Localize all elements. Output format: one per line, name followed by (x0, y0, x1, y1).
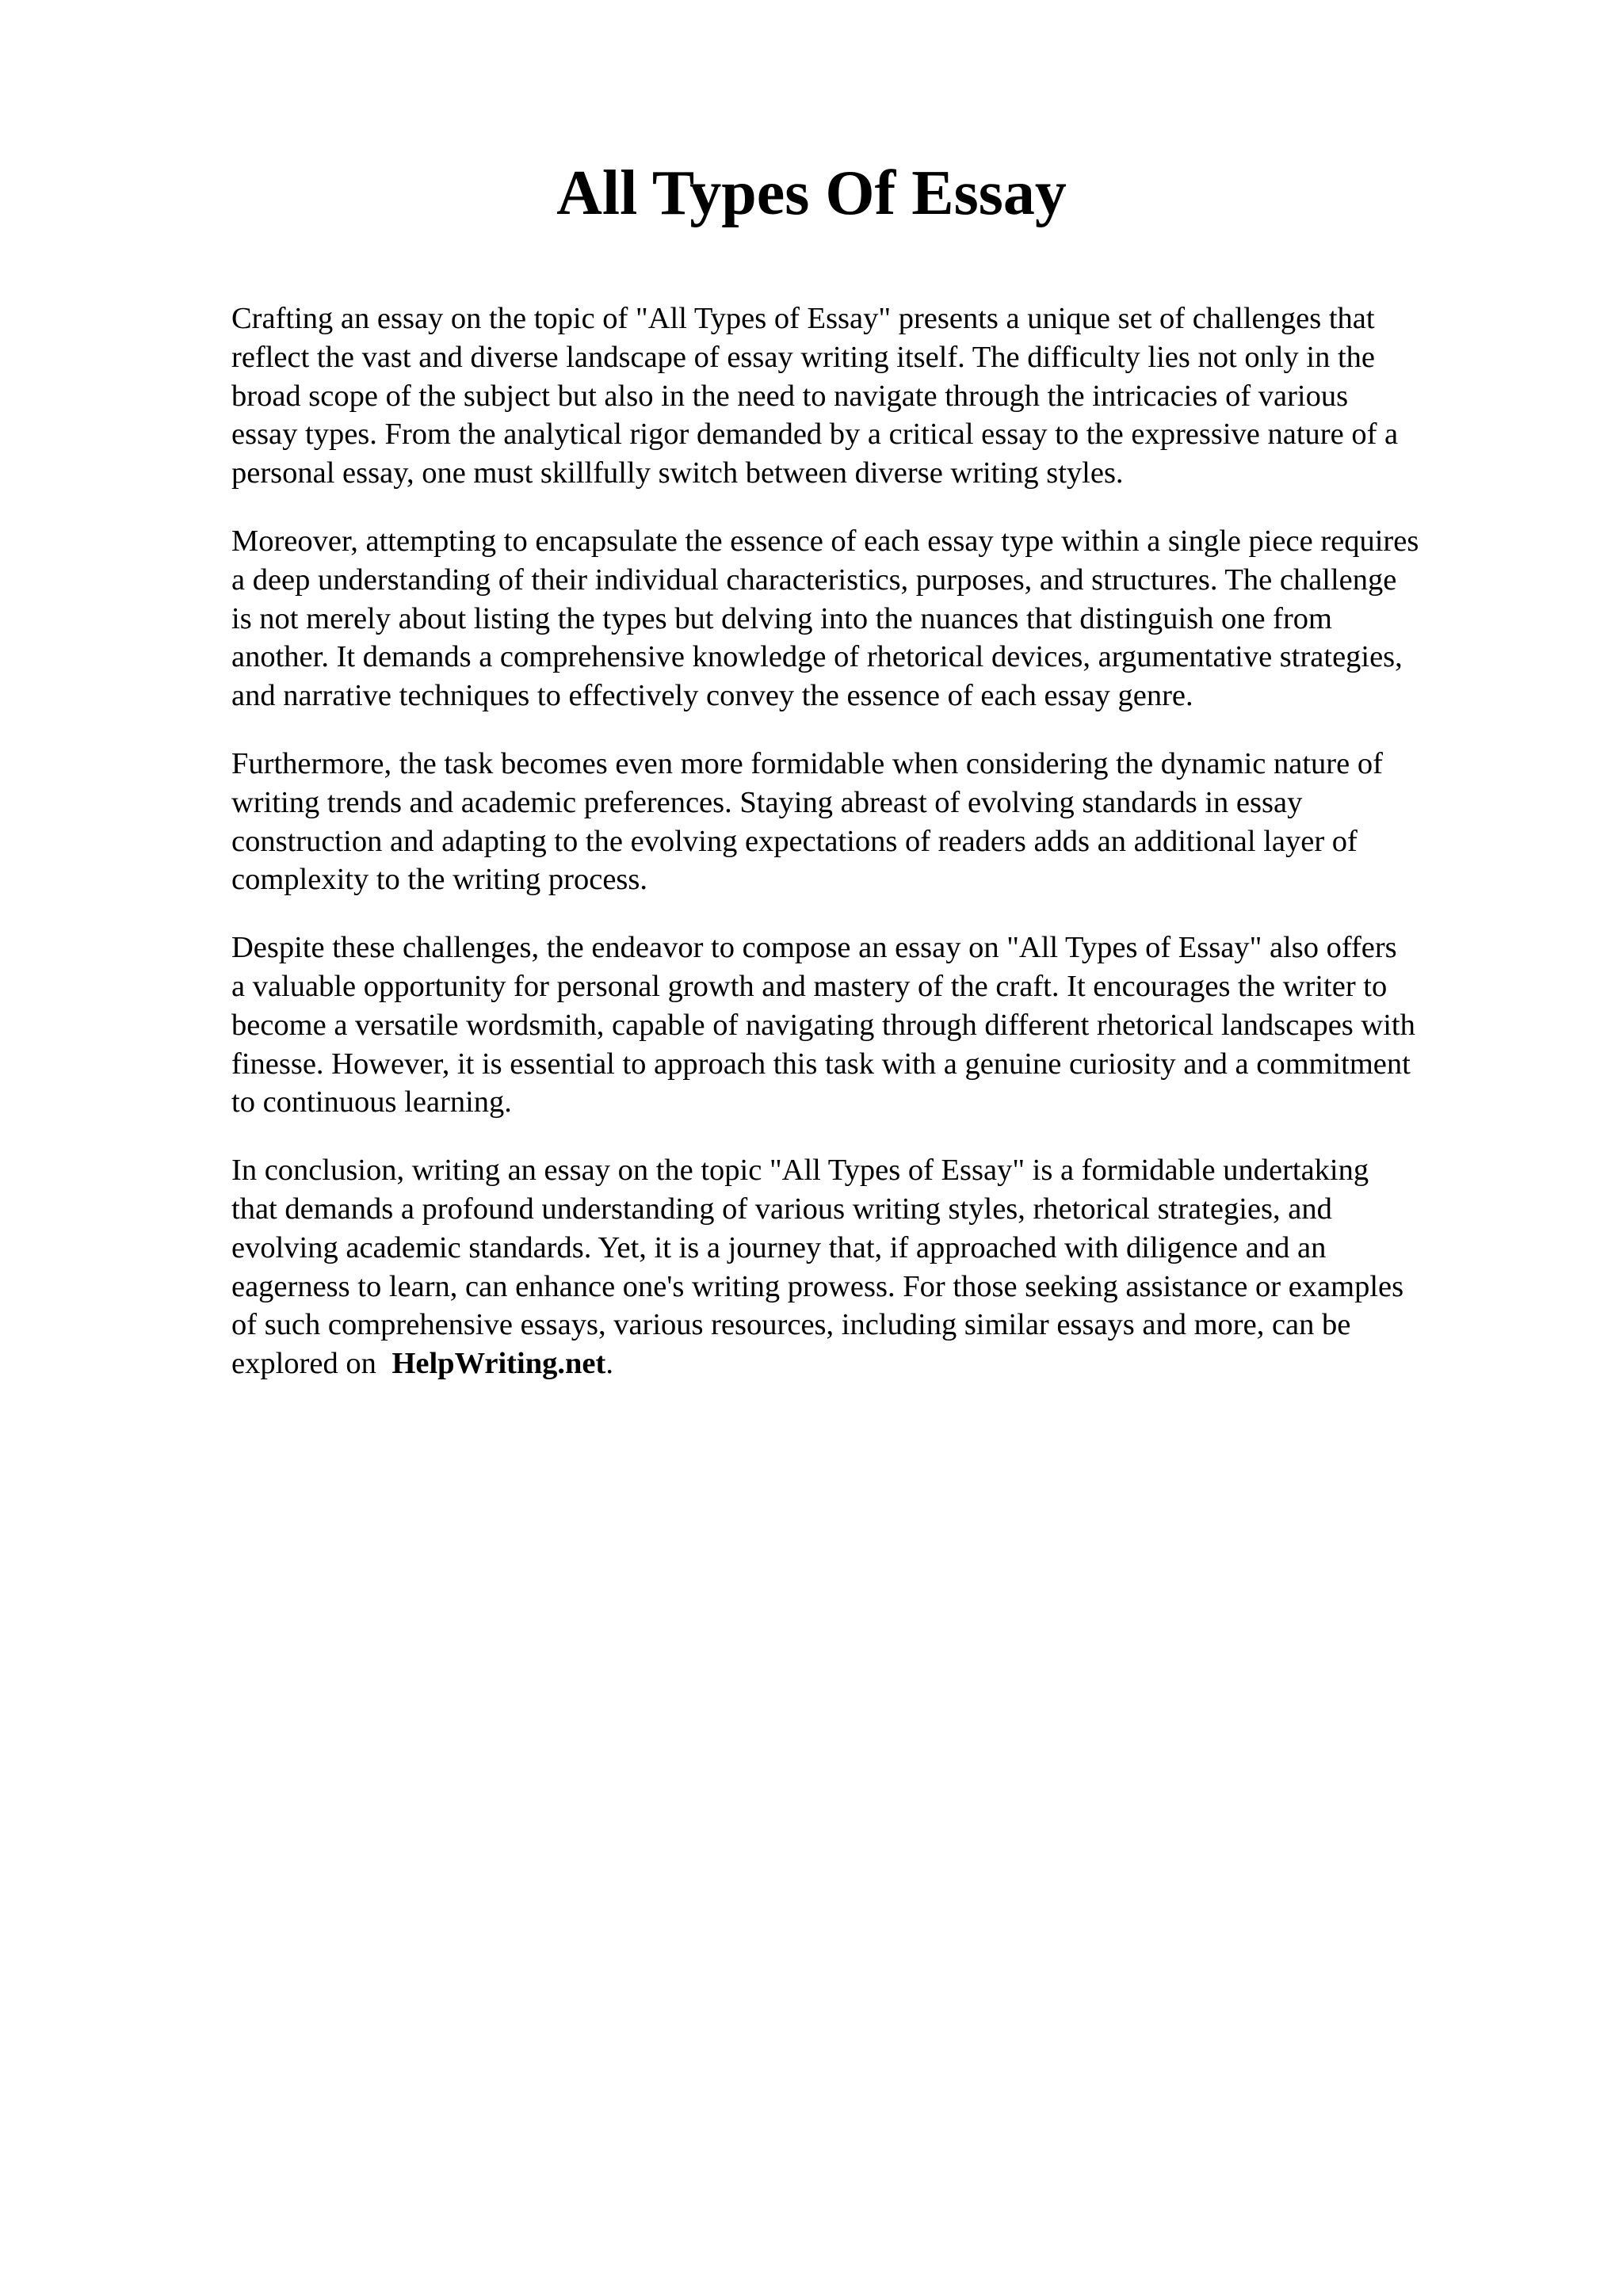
text-line: to continuous learning. (231, 1085, 512, 1119)
text-line: Despite these challenges, the endeavor to compose an essay on "All Types of Essay" also offers (231, 931, 1397, 965)
text-line: personal essay, one must skillfully switch between diverse writing styles. (231, 456, 1124, 490)
text-line: Moreover, attempting to encapsulate the essence of each essay type within a single piece requires (231, 524, 1419, 558)
text-line: broad scope of the subject but also in the need to navigate through the intricacies of various (231, 379, 1349, 413)
text-line: Crafting an essay on the topic of "All Types of Essay" presents a unique set of challenges that (231, 302, 1375, 335)
text-line: evolving academic standards. Yet, it is a journey that, if approached with diligence and an (231, 1230, 1327, 1264)
text-line: a valuable opportunity for personal growth and mastery of the craft. It encourages the writer to (231, 969, 1388, 1003)
text-line: Furthermore, the task becomes even more formidable when considering the dynamic nature of (231, 746, 1383, 780)
text-line: and narrative techniques to effectively convey the essence of each essay genre. (231, 679, 1193, 713)
text-line: finesse. However, it is essential to approach this task with a genuine curiosity and a commitment (231, 1047, 1411, 1081)
text-line: eagerness to learn, can enhance one's writing prowess. For those seeking assistance or examples (231, 1269, 1404, 1303)
text-line: complexity to the writing process. (231, 863, 647, 897)
text-line: is not merely about listing the types but delving into the nuances that distinguish one from (231, 601, 1333, 635)
text-line: In conclusion, writing an essay on the topic "All Types of Essay" is a formidable undertaking (231, 1154, 1369, 1188)
paragraph-2 (231, 522, 1515, 715)
closing-suffix: . (605, 1347, 613, 1381)
paragraph-5 (231, 1151, 1515, 1383)
page-title: All Types Of Essay (556, 158, 1067, 228)
text-line: another. It demands a comprehensive knowledge of rhetorical devices, argumentative strategies, (231, 640, 1403, 674)
essay-body (231, 299, 1515, 1413)
text-line: construction and adapting to the evolving expectations of readers adds an additional layer of (231, 824, 1358, 858)
text-line: essay types. From the analytical rigor demanded by a critical essay to the expressive nature of a (231, 418, 1399, 452)
closing-line (231, 1344, 1515, 1383)
text-line: become a versatile wordsmith, capable of navigating through different rhetorical landscapes with (231, 1008, 1415, 1042)
closing-prefix: explored on (231, 1347, 384, 1381)
paragraph-1 (231, 299, 1515, 493)
helpwriting-link[interactable]: HelpWriting.net (391, 1347, 606, 1381)
text-line: a deep understanding of their individual characteristics, purposes, and structures. The challenge (231, 563, 1397, 597)
paragraph-4 (231, 929, 1515, 1122)
text-line: that demands a profound understanding of various writing styles, rhetorical strategies, and (231, 1192, 1332, 1226)
paragraph-3 (231, 745, 1515, 899)
text-line: reflect the vast and diverse landscape of essay writing itself. The difficulty lies not only in the (231, 340, 1375, 374)
text-line: writing trends and academic preferences. Staying abreast of evolving standards in essay (231, 785, 1303, 819)
text-line: of such comprehensive essays, various resources, including similar essays and more, can be (231, 1308, 1351, 1342)
